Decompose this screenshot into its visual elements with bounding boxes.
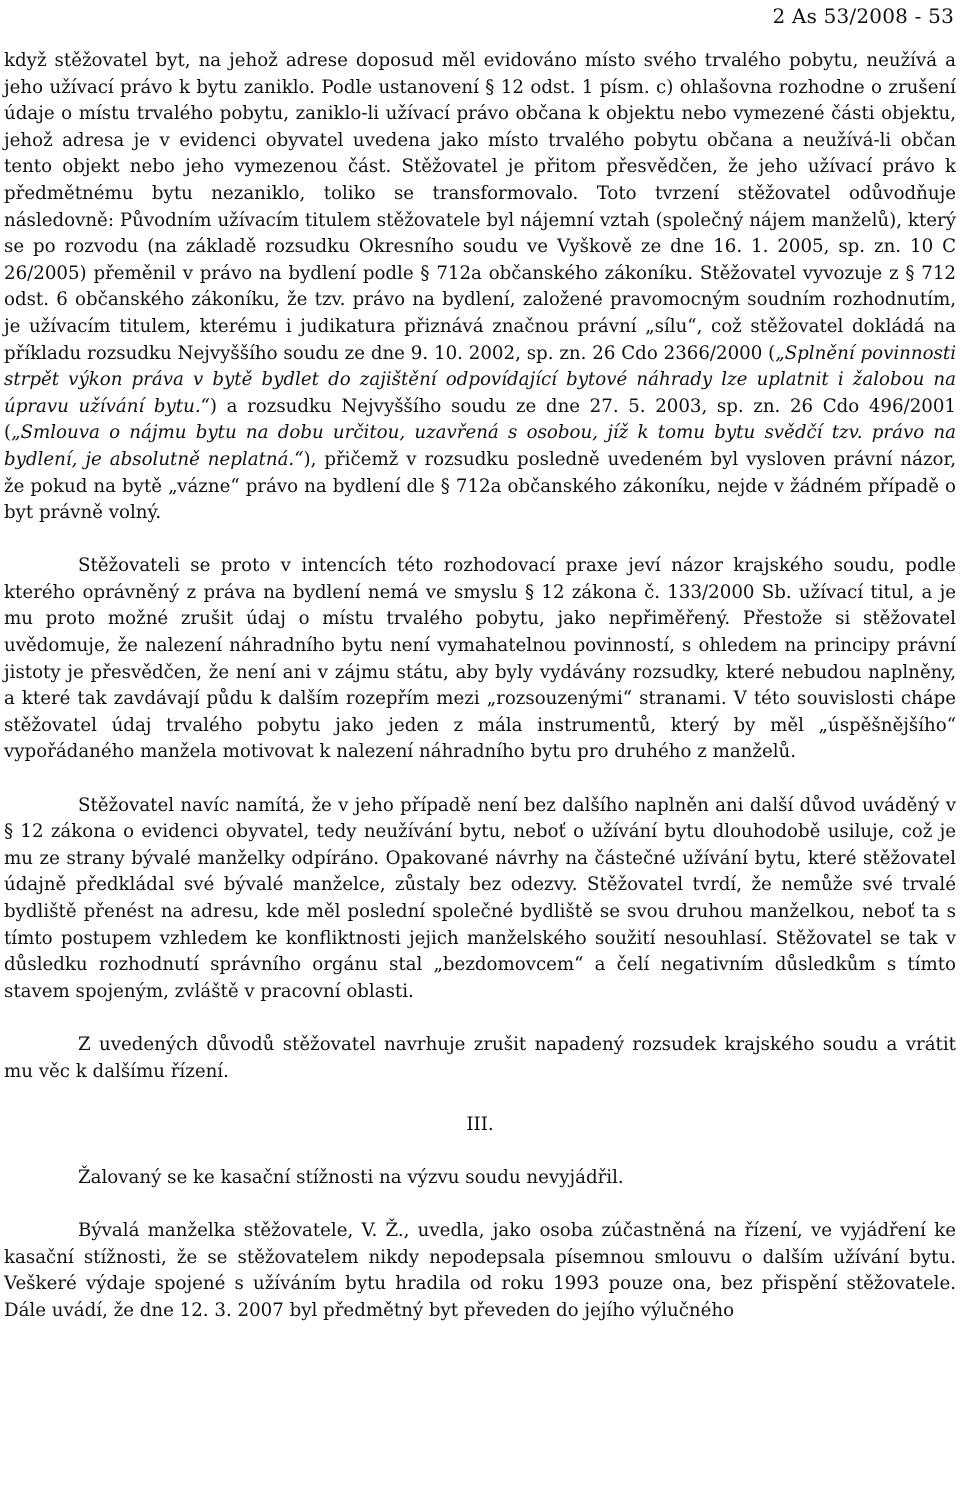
paragraph-1-text-b: ) a rozsudku Nejvyššího soudu ze dne 27. 5. 2003, sp. zn. 26 Cdo 496/2001 ( [4,395,956,444]
paragraph-3: Stěžovatel navíc namítá, že v jeho případě není bez dalšího naplněn ani další důvod uváděný v § 12 zákona o evidenci obyvatel, tedy neužívání bytu, neboť o užívání bytu dlouhodobě usiluje, což je mu ze strany bývalé manželky odpíráno. Opakované návrhy na částečné užívání bytu, které stěžovatel údajně předkládal své bývalé manželce, zůstaly bez odezvy. Stěžovatel tvrdí, že nemůže své trvalé bydliště přenést na adresu, kde měl poslední společné bydliště se svou druhou manželkou, neboť ta s tímto postupem vzhledem ke konfliktnosti jejich manželského soužití nesouhlasí. Stěžovatel se tak v důsledku rozhodnutí správního orgánu stal „bezdomovcem“ a čelí negativním důsledkům s tímto stavem spojeným, zvláště v pracovní oblasti. [4,794,956,1002]
paragraph-6: Bývalá manželka stěžovatele, V. Ž., uvedla, jako osoba zúčastněná na řízení, ve vyjádření ke kasační stížnosti, že se stěžovatelem nikdy nepodepsala písemnou smlouvu o dalším užívání bytu. Veškeré výdaje spojené s užíváním bytu hradila od roku 1993 pouze ona, bez přispění stěžovatele. Dále uvádí, že dne 12. 3. 2007 byl předmětný byt převeden do jejího výlučného [4,1220,956,1321]
section-heading: III. [466,1113,494,1135]
paragraph-1-text-a: když stěžovatel byt, na jehož adrese doposud měl evidováno místo svého trvalého pobytu, neužívá a jeho užívací právo k bytu zaniklo. Podle ustanovení § 12 odst. 1 písm. c) ohlašovna rozhodne o zrušení údaje o místu trvalého pobytu, zaniklo-li užívací právo občana k objektu nebo vymezené části objektu, jehož adresa je v evidenci obyvatel uvedena jako místo trvalého pobytu občana a neužívá-li občan tento objekt nebo jeho vymezenou část. Stěžovatel je přitom přesvědčen, že jeho užívací právo k předmětnému bytu nezaniklo, toliko se transformovalo. Toto tvrzení stěžovatel odůvodňuje následovně: Původním užívacím titulem stěžovatele byl nájemní vztah (společný nájem manželů), který se po rozvodu (na základě rozsudku Okresního soudu ve Vyškově ze dne 16. 1. 2005, sp. zn. 10 C 26/2005) přeměnil v právo na bydlení podle § 712a občanského zákoníku. Stěžovatel vyvozuje z § 712 odst. 6 občanského zákoníku, že tzv. právo na bydlení, založené pravomocným soudním rozhodnutím, je užívacím titulem, kterému i judikatura přiznává značnou právní „sílu“, což stěžovatel dokládá na příkladu rozsudku Nejvyššího soudu ze dne 9. 10. 2002, sp. zn. 26 Cdo 2366/2000 ( [4,50,956,364]
page-reference: 2 As 53/2008 - 53 [772,4,954,28]
quote-italic-2: „Smlouva o nájmu bytu na dobu určitou, uzavřená s osobou, jíž k tomu bytu svědčí tzv. právo na bydlení, je absolutně neplatná.“ [4,422,956,470]
paragraph-5: Žalovaný se ke kasační stížnosti na výzvu soudu nevyjádřil. [78,1166,624,1188]
paragraph-2: Stěžovateli se proto v intencích této rozhodovací praxe jeví názor krajského soudu, podle kterého oprávněný z práva na bydlení nemá ve smyslu § 12 zákona č. 133/2000 Sb. užívací titul, a je mu proto možné zrušit údaj o místu trvalého pobytu, jako nepřiměřený. Přestože si stěžovatel uvědomuje, že nalezení náhradního bytu není vymahatelnou povinností, s ohledem na principy právní jistoty je přesvědčen, že není ani v zájmu státu, aby byly vydávány rozsudky, které nebudou naplněny, a které tak zavdávají půdu k dalším rozepřím mezi „rozsouzenými“ stranami. V této souvislosti chápe stěžovatel údaj trvalého pobytu jako jeden z mála instrumentů, který by měl „úspěšnějšího“ vypořádaného manžela motivovat k nalezení náhradního bytu pro druhého z manželů. [4,555,956,763]
quote-italic-1: „Splnění povinnosti strpět výkon práva v bytě bydlet do zajištění odpovídající bytové náhrady lze uplatnit i žalobou na úpravu užívání bytu.“ [4,342,957,417]
document-body [4,48,956,1325]
paragraph-1 [4,48,956,527]
paragraph-4: Z uvedených důvodů stěžovatel navrhuje zrušit napadený rozsudek krajského soudu a vrátit mu věc k dalšímu řízení. [4,1033,956,1082]
paragraph-1-text-c: ), přičemž v rozsudku posledně uvedeném byl vysloven právní názor, že pokud na bytě „vázne“ právo na bydlení dle § 712a občanského zákoníku, nejde v žádném případě o byt právně volný. [4,448,956,524]
